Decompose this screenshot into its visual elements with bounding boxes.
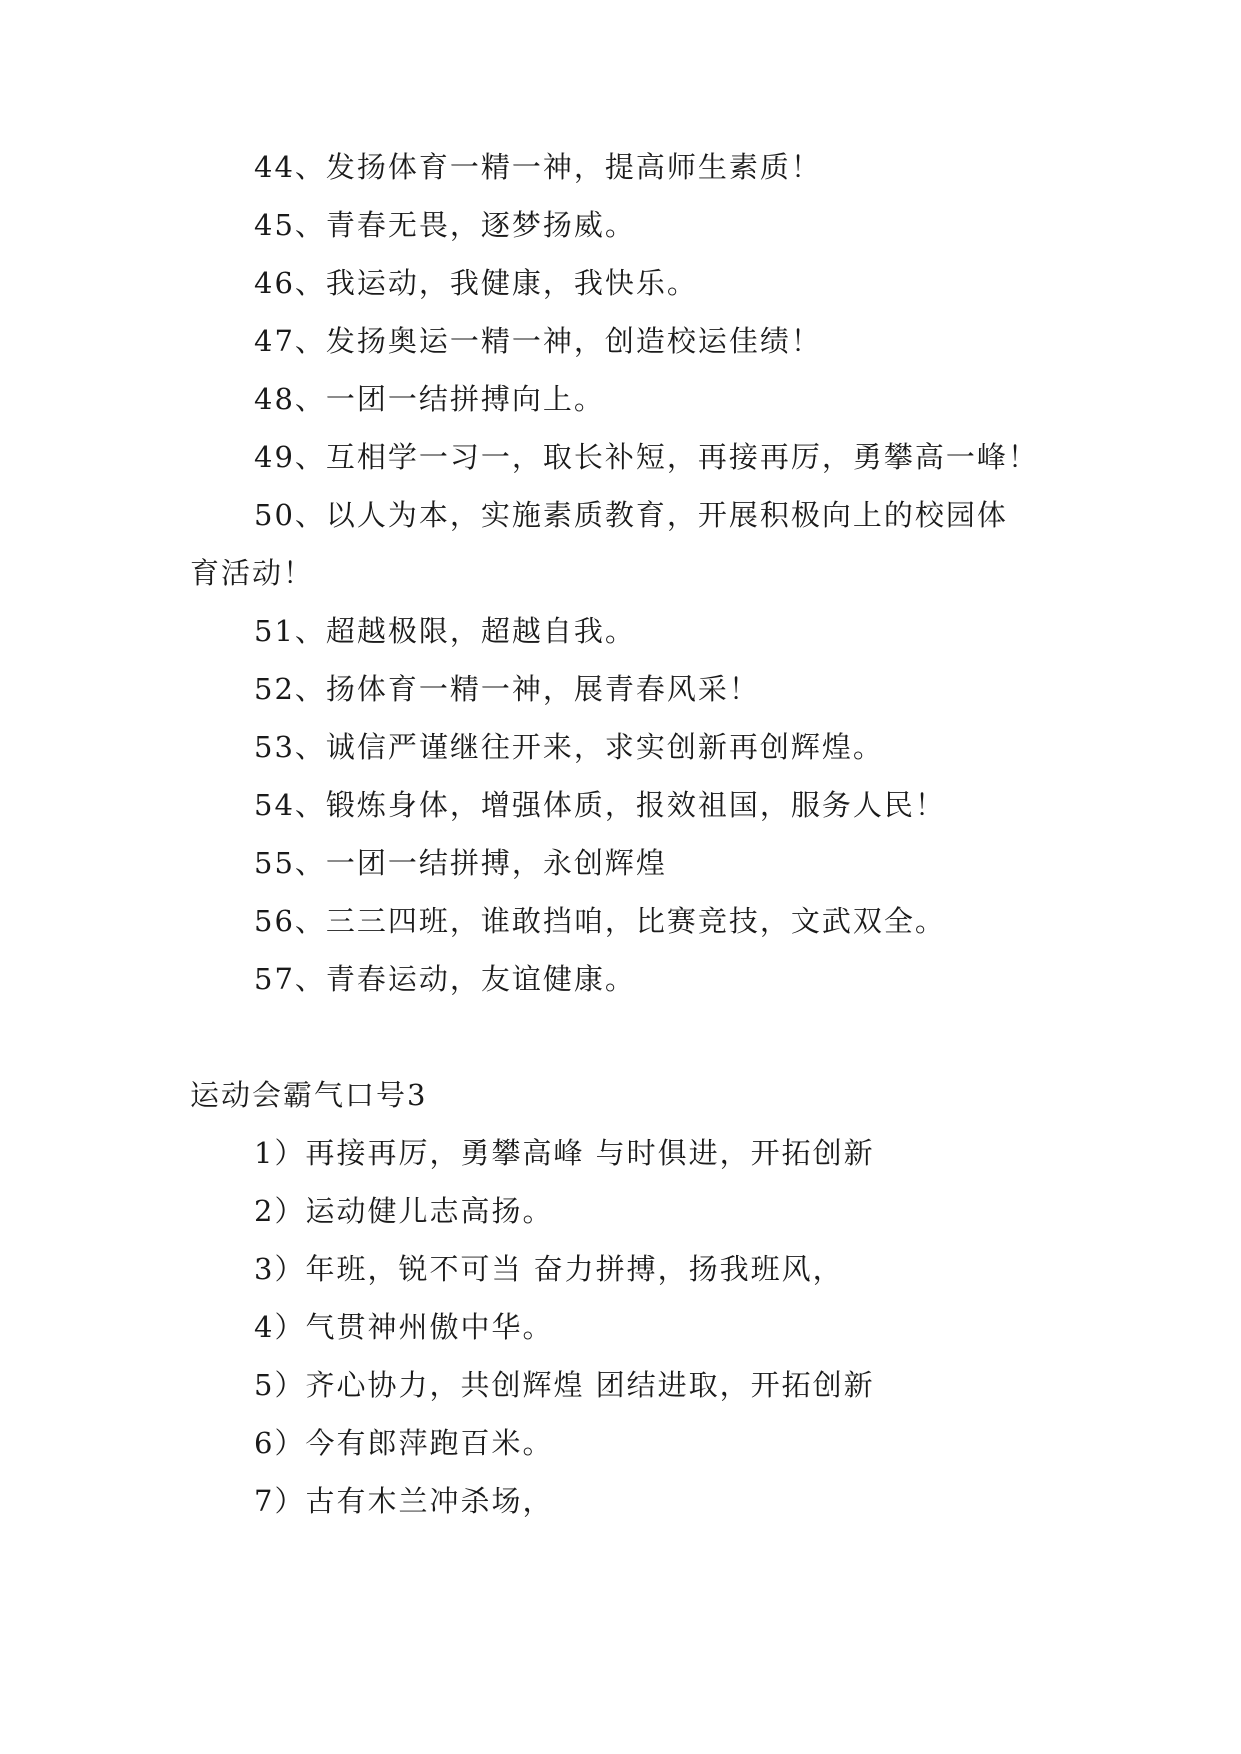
slogan-list	[190, 138, 1050, 1530]
slogan-line: 53、诚信严谨继往开来，求实创新再创辉煌。	[254, 730, 884, 764]
slogan-line: 5）齐心协力，共创辉煌 团结进取，开拓创新	[254, 1368, 875, 1402]
section-heading: 运动会霸气口号3	[190, 1078, 428, 1112]
slogan-line: 50、以人为本，实施素质教育，开展积极向上的校园体	[254, 498, 1008, 532]
slogan-line: 1）再接再厉，勇攀高峰 与时俱进，开拓创新	[254, 1136, 875, 1170]
slogan-line: 4）气贯神州傲中华。	[254, 1310, 554, 1344]
slogan-line: 55、一团一结拼搏，永创辉煌	[254, 846, 667, 880]
slogan-line: 46、我运动，我健康，我快乐。	[254, 266, 698, 300]
slogan-line: 45、青春无畏，逐梦扬威。	[254, 208, 636, 242]
slogan-line: 54、锻炼身体，增强体质，报效祖国，服务人民！	[254, 788, 946, 822]
slogan-line: 51、超越极限，超越自我。	[254, 614, 636, 648]
slogan-line: 2）运动健儿志高扬。	[254, 1194, 554, 1228]
slogan-line: 6）今有郎萍跑百米。	[254, 1426, 554, 1460]
slogan-line: 56、三三四班，谁敢挡咱，比赛竞技，文武双全。	[254, 904, 946, 938]
slogan-line: 48、一团一结拼搏向上。	[254, 382, 605, 416]
slogan-line: 3）年班，锐不可当 奋力拼搏，扬我班风，	[254, 1252, 844, 1286]
slogan-line: 57、青春运动，友谊健康。	[254, 962, 636, 996]
slogan-line: 49、互相学一习一，取长补短，再接再厉，勇攀高一峰！	[254, 440, 1039, 474]
slogan-line: 44、发扬体育一精一神，提高师生素质！	[254, 150, 822, 184]
slogan-line-continuation: 育活动！	[190, 556, 315, 590]
slogan-line: 52、扬体育一精一神，展青春风采！	[254, 672, 760, 706]
slogan-line: 7）古有木兰冲杀场，	[254, 1484, 554, 1518]
slogan-line: 47、发扬奥运一精一神，创造校运佳绩！	[254, 324, 822, 358]
